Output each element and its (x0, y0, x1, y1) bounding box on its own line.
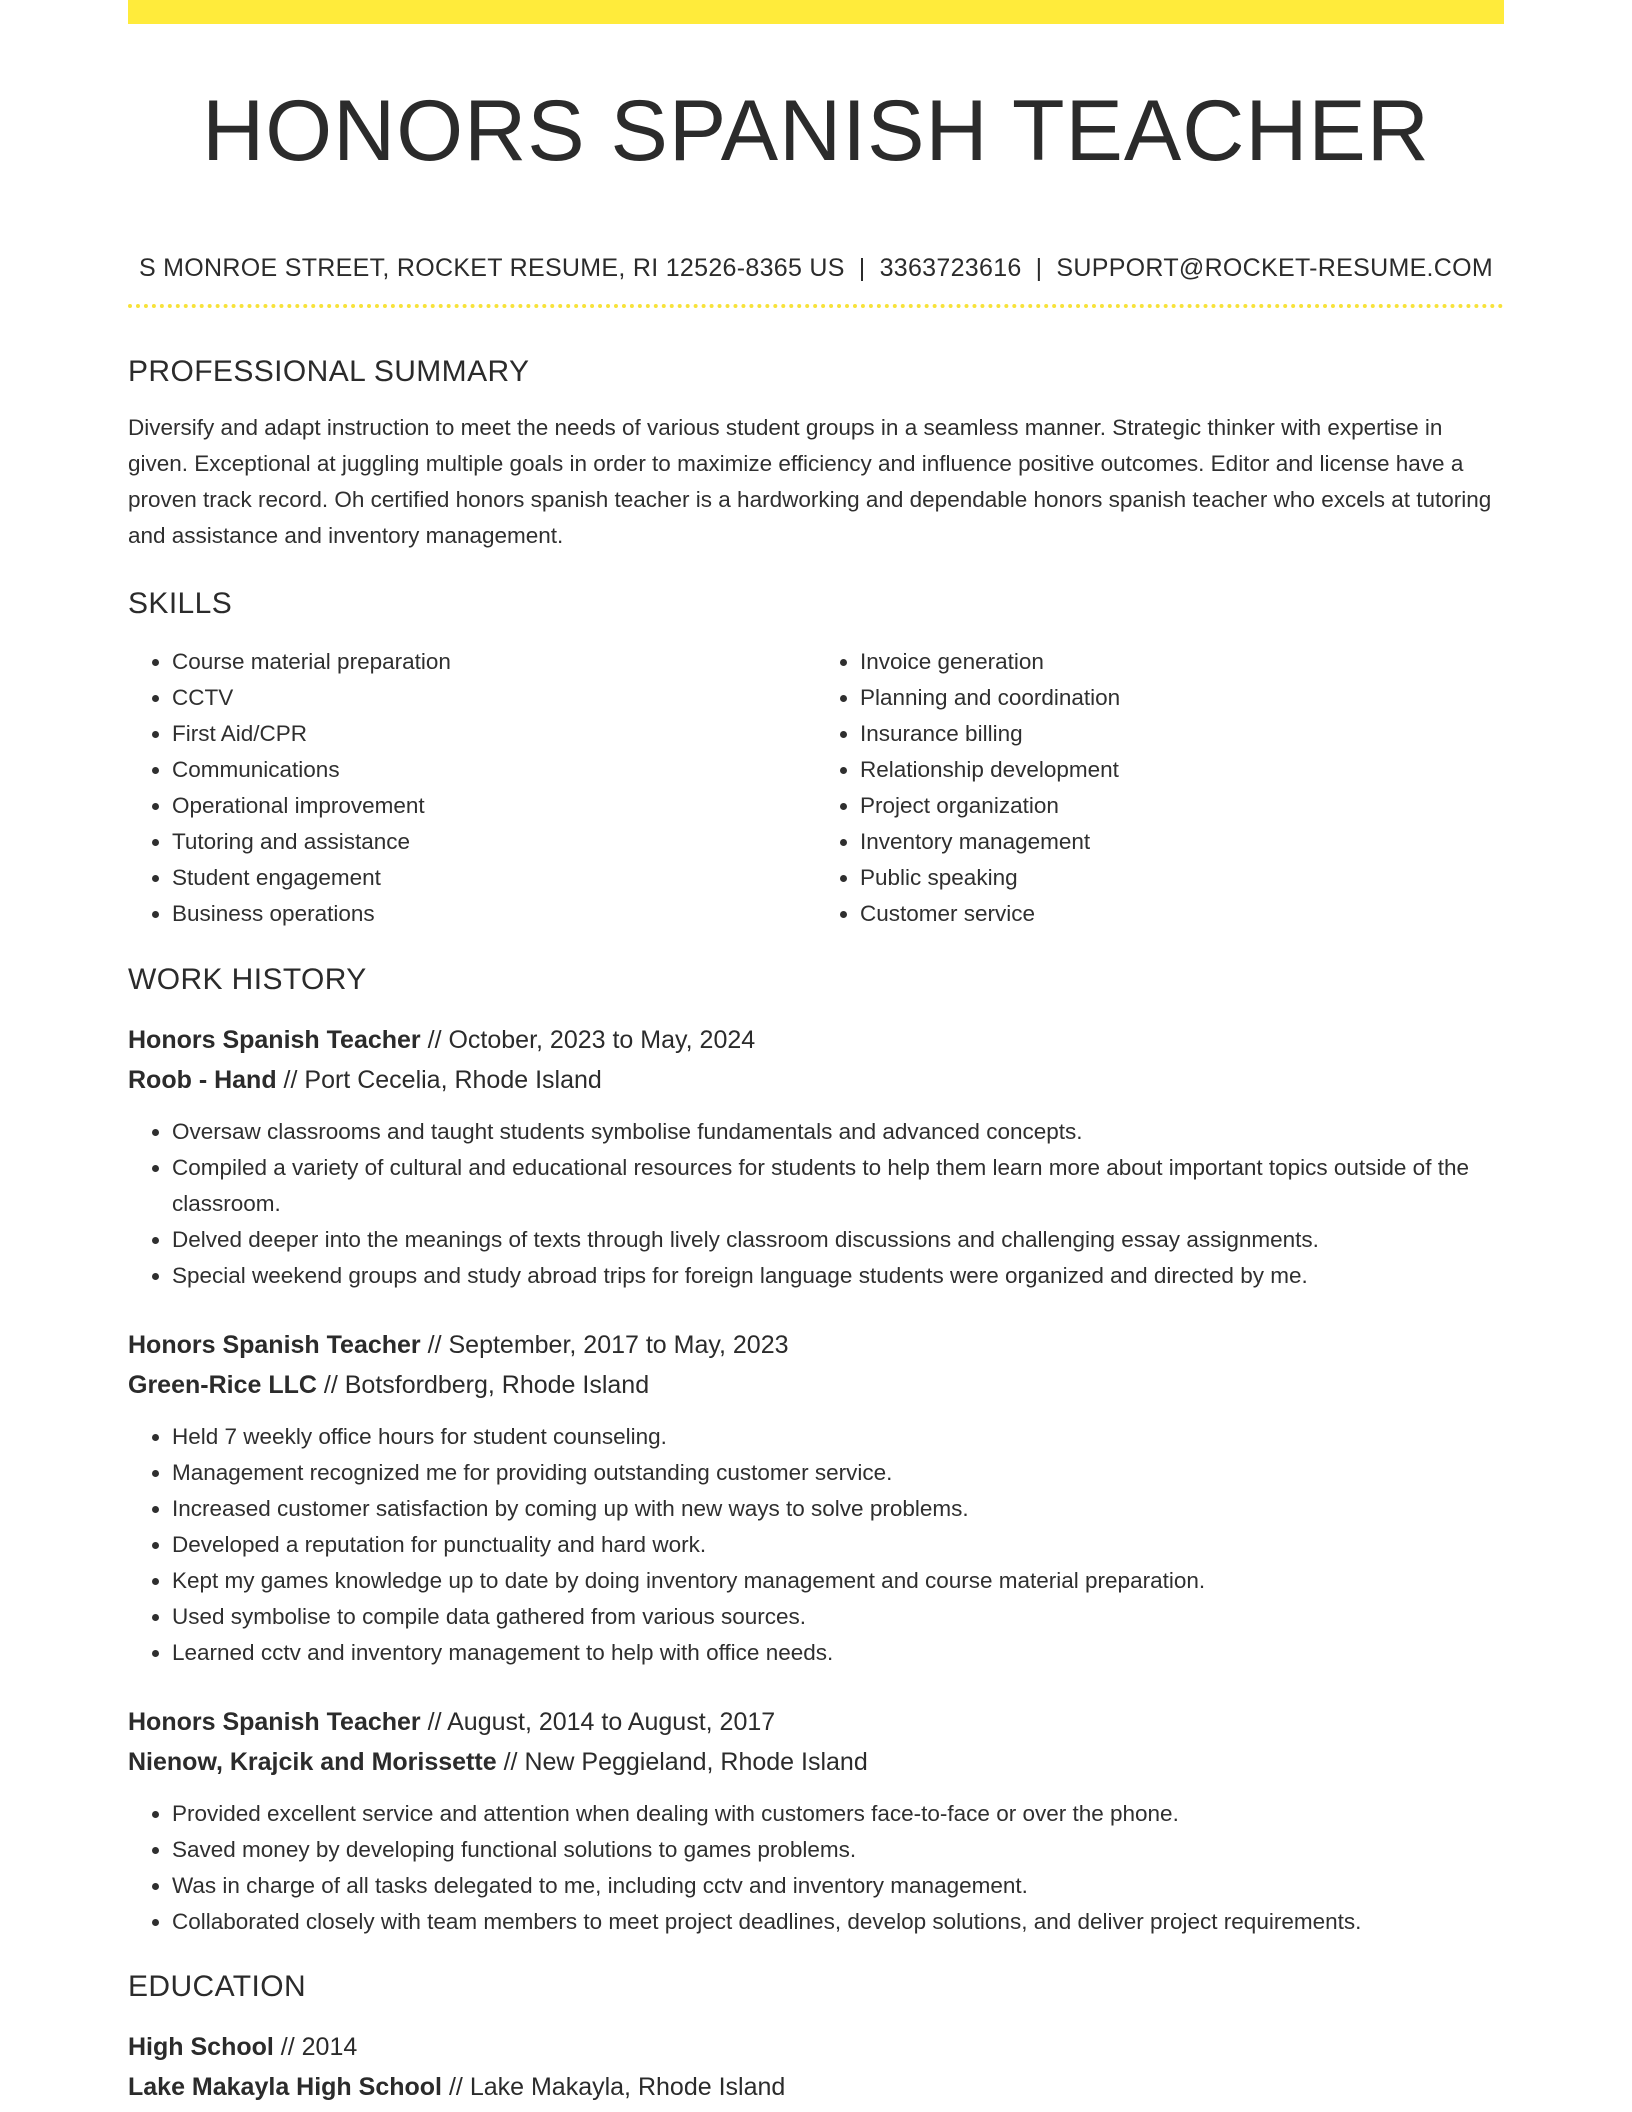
skill-item: • Tutoring and assistance (172, 824, 816, 860)
job-title-line (128, 1325, 1504, 1365)
job-bullet: • Developed a reputation for punctuality and hard work. (172, 1527, 1504, 1563)
work-history-heading: WORK HISTORY (128, 963, 367, 996)
job-location: Botsfordberg, Rhode Island (344, 1371, 650, 1399)
job-bullet: • Provided excellent service and attention when dealing with customers face-to-face or over the phone. (172, 1796, 1504, 1832)
job-bullet: • Collaborated closely with team members to meet project deadlines, develop solutions, and deliver project requirements. (172, 1904, 1504, 1940)
skill-item: • Relationship development (860, 752, 1504, 788)
job-bullet-list (128, 1419, 1504, 1671)
education-separator: // (280, 2033, 295, 2061)
education-location: Lake Makayla, Rhode Island (469, 2073, 786, 2101)
education-school: Lake Makayla High School (128, 2073, 442, 2101)
job-separator: // (283, 1066, 298, 1094)
job-separator: // (503, 1748, 518, 1776)
skill-item: • Planning and coordination (860, 680, 1504, 716)
job-separator: // (323, 1371, 338, 1399)
education-year: 2014 (301, 2033, 358, 2061)
job-bullet: • Was in charge of all tasks delegated to me, including cctv and inventory management. (172, 1868, 1504, 1904)
skills-list-left (128, 644, 816, 932)
skill-item: • Student engagement (172, 860, 816, 896)
dotted-divider (128, 304, 1504, 308)
education-separator: // (448, 2073, 463, 2101)
job-title-line (128, 1702, 1504, 1742)
skill-item: • Public speaking (860, 860, 1504, 896)
job-location: New Peggieland, Rhode Island (524, 1748, 868, 1776)
skill-item: • Invoice generation (860, 644, 1504, 680)
job-bullet: • Oversaw classrooms and taught students symbolise fundamentals and advanced concepts. (172, 1114, 1504, 1150)
education-degree-line (128, 2027, 1504, 2067)
contact-separator: | (1035, 254, 1043, 282)
job-separator: // (427, 1708, 442, 1736)
job-bullet-list (128, 1796, 1504, 1940)
skill-item: • Customer service (860, 896, 1504, 932)
contact-phone: 3363723616 (879, 254, 1022, 282)
job-bullet: • Kept my games knowledge up to date by doing inventory management and course material preparation. (172, 1563, 1504, 1599)
skills-heading: SKILLS (128, 587, 233, 620)
job-bullet: • Management recognized me for providing outstanding customer service. (172, 1455, 1504, 1491)
skill-item: • Business operations (172, 896, 816, 932)
job-bullet: • Compiled a variety of cultural and educational resources for students to help them learn more about important topics outside of the classroom. (172, 1150, 1504, 1222)
resume-content (128, 24, 1504, 2107)
contact-line (128, 250, 1504, 286)
job-separator: // (427, 1331, 442, 1359)
skills-columns (128, 644, 1504, 932)
skill-item: • Project organization (860, 788, 1504, 824)
skill-item: • Operational improvement (172, 788, 816, 824)
skill-item: • Inventory management (860, 824, 1504, 860)
job-bullet: • Saved money by developing functional solutions to games problems. (172, 1832, 1504, 1868)
job-dates: September, 2017 to May, 2023 (448, 1331, 789, 1359)
resume-title: HONORS SPANISH TEACHER (202, 83, 1430, 179)
skill-item: • Course material preparation (172, 644, 816, 680)
job-bullet: • Held 7 weekly office hours for student counseling. (172, 1419, 1504, 1455)
education-school-line (128, 2067, 1504, 2107)
job-company-line (128, 1060, 1504, 1100)
job-company: Roob - Hand (128, 1066, 277, 1094)
contact-separator: | (858, 254, 866, 282)
job-dates: August, 2014 to August, 2017 (447, 1708, 776, 1736)
job-dates: October, 2023 to May, 2024 (448, 1026, 756, 1054)
job-bullet: • Special weekend groups and study abroad trips for foreign language students were organized and directed by me. (172, 1258, 1504, 1294)
job-title-line (128, 1020, 1504, 1060)
accent-top-bar (128, 0, 1504, 24)
job-company: Nienow, Krajcik and Morissette (128, 1748, 497, 1776)
education-degree: High School (128, 2033, 274, 2061)
contact-email: SUPPORT@ROCKET-RESUME.COM (1056, 254, 1494, 282)
job-title: Honors Spanish Teacher (128, 1026, 421, 1054)
job-company-line (128, 1365, 1504, 1405)
job-bullet: • Used symbolise to compile data gathered from various sources. (172, 1599, 1504, 1635)
job-bullet: • Increased customer satisfaction by coming up with new ways to solve problems. (172, 1491, 1504, 1527)
contact-address: S MONROE STREET, ROCKET RESUME, RI 12526-8365 US (138, 254, 845, 282)
summary-heading: PROFESSIONAL SUMMARY (128, 355, 530, 388)
skill-item: • Communications (172, 752, 816, 788)
summary-text: Diversify and adapt instruction to meet the needs of various student groups in a seamless manner. Strategic thinker with expertise in given. Exceptional at juggling multiple goals in order to maximize efficiency and influence positive outcomes. Editor and license have a proven track record. Oh certified honors spanish teacher is a hardworking and dependable honors spanish teacher who excels at tutoring and assistance and inventory management. (128, 415, 1492, 548)
job-bullet: • Delved deeper into the meanings of texts through lively classroom discussions and challenging essay assignments. (172, 1222, 1504, 1258)
skill-item: • Insurance billing (860, 716, 1504, 752)
education-heading: EDUCATION (128, 1970, 307, 2003)
skill-item: • First Aid/CPR (172, 716, 816, 752)
job-title: Honors Spanish Teacher (128, 1331, 421, 1359)
skill-item: • CCTV (172, 680, 816, 716)
job-separator: // (427, 1026, 442, 1054)
job-company: Green-Rice LLC (128, 1371, 317, 1399)
job-location: Port Cecelia, Rhode Island (304, 1066, 602, 1094)
job-bullet-list (128, 1114, 1504, 1294)
job-bullet: • Learned cctv and inventory management to help with office needs. (172, 1635, 1504, 1671)
job-title: Honors Spanish Teacher (128, 1708, 421, 1736)
job-company-line (128, 1742, 1504, 1782)
skills-list-right (816, 644, 1504, 932)
